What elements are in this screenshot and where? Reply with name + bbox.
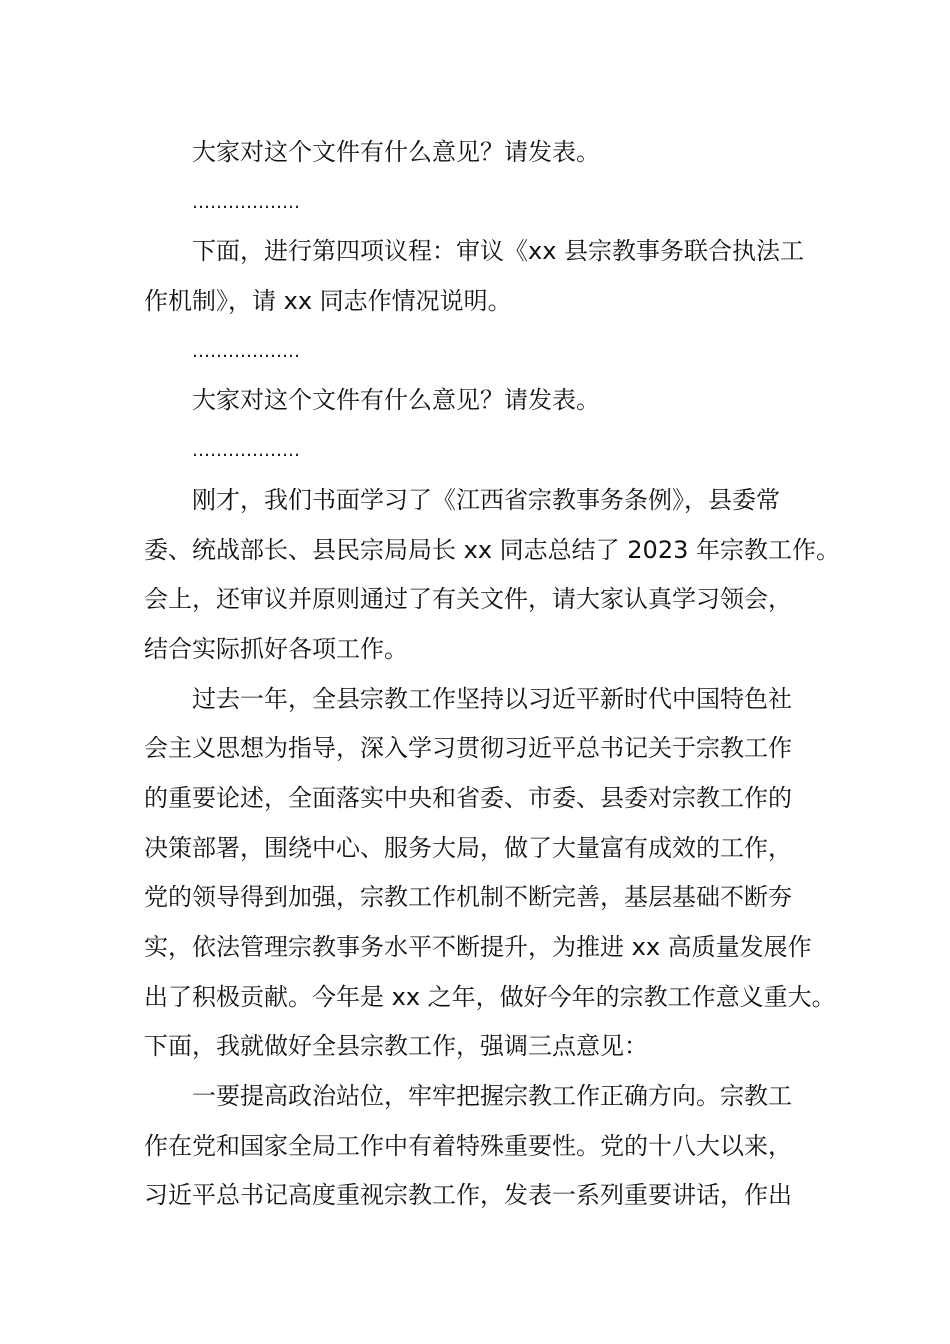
text-line: 过去一年，全县宗教工作坚持以习近平新时代中国特色社 [192, 684, 792, 713]
ellipsis-line: ……………… [192, 340, 300, 362]
text-line: 作机制》，请 xx 同志作情况说明。 [144, 287, 512, 316]
text-line: 实，依法管理宗教事务水平不断提升，为推进 xx 高质量发展作 [144, 933, 812, 961]
text-line: 刚才，我们书面学习了《江西省宗教事务条例》，县委常 [192, 485, 780, 514]
text-line: 一要提高政治站位，牢牢把握宗教工作正确方向。宗教工 [192, 1082, 792, 1111]
text-line: 会上，还审议并原则通过了有关文件，请大家认真学习领会， [144, 585, 792, 614]
text-line: 委、统战部长、县民宗局局长 xx 同志总结了 2023 年宗教工作。 [144, 535, 840, 564]
text-line: 会主义思想为指导，深入学习贯彻习近平总书记关于宗教工作 [144, 734, 792, 763]
document-body [144, 128, 840, 1221]
ellipsis-line: ……………… [192, 191, 300, 213]
text-line: 大家对这个文件有什么意见？请发表。 [192, 138, 600, 166]
text-line: 结合实际抓好各项工作。 [144, 634, 408, 663]
text-line: 习近平总书记高度重视宗教工作，发表一系列重要讲话，作出 [144, 1181, 792, 1210]
text-line: 决策部署，围绕中心、服务大局，做了大量富有成效的工作， [144, 833, 792, 862]
text-line: 下面，进行第四项议程：审议《xx 县宗教事务联合执法工 [192, 237, 805, 266]
text-line: 下面，我就做好全县宗教工作，强调三点意见： [144, 1032, 648, 1061]
ellipsis-line: ……………… [192, 440, 300, 462]
text-line: 出了积极贡献。今年是 xx 之年，做好今年的宗教工作意义重大。 [144, 982, 836, 1011]
text-line: 的重要论述，全面落实中央和省委、市委、县委对宗教工作的 [144, 783, 792, 812]
text-line: 作在党和国家全局工作中有着特殊重要性。党的十八大以来， [144, 1131, 792, 1160]
text-line: 大家对这个文件有什么意见？请发表。 [192, 386, 600, 415]
text-line: 党的领导得到加强，宗教工作机制不断完善，基层基础不断夯 [144, 883, 792, 912]
